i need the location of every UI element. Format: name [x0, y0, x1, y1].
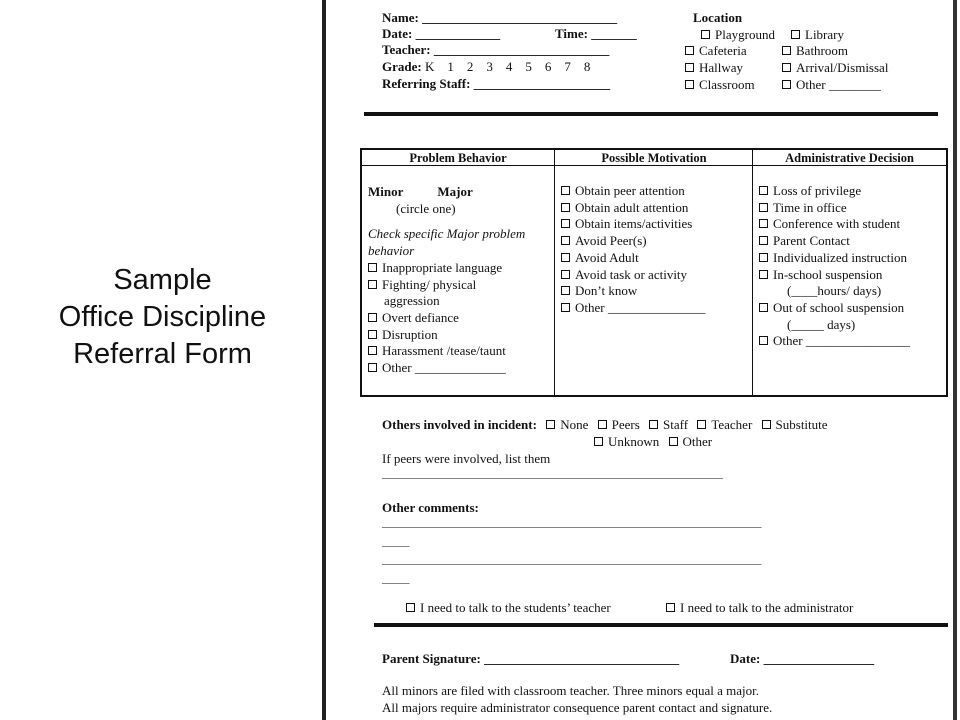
location-bathroom: Bathroom	[782, 43, 848, 58]
checkbox-icon	[368, 346, 377, 355]
motivation-item: Obtain items/activities	[561, 216, 705, 233]
problem-item-harassment: Harassment /tease/taunt	[368, 343, 525, 360]
talk-to-teacher-option: I need to talk to the students’ teacher	[406, 600, 611, 615]
checkbox-icon	[759, 303, 768, 312]
others-option: Peers	[611, 417, 640, 432]
others-option: None	[560, 417, 589, 432]
checkbox-icon	[594, 437, 603, 446]
problem-item-fighting: Fighting/ physical	[368, 277, 525, 294]
check-specific-note-2: behavior	[368, 243, 415, 259]
checkbox-icon	[561, 236, 570, 245]
decision-item: Time in office	[759, 200, 910, 217]
checkbox-icon	[368, 280, 377, 289]
others-involved-row-2	[594, 434, 712, 449]
location-hallway: Hallway	[685, 60, 743, 75]
name-field: Name: ______________________________	[382, 10, 618, 25]
parent-signature-field: Parent Signature: ______________________________	[382, 651, 680, 666]
checkbox-icon	[561, 186, 570, 195]
checkbox-icon	[561, 219, 570, 228]
checkbox-icon	[685, 46, 694, 55]
signature-divider	[374, 623, 948, 627]
minor-label: Minor	[368, 184, 404, 199]
other-comments-label: Other comments:	[382, 500, 479, 515]
decision-item: Other ________________	[759, 333, 910, 350]
checkbox-icon	[368, 313, 377, 322]
location-title: Location	[693, 10, 743, 25]
slide-title	[0, 262, 325, 373]
motivation-item: Obtain adult attention	[561, 200, 705, 217]
header-problem-behavior: Problem Behavior	[409, 151, 507, 165]
location-library: Library	[791, 27, 844, 42]
location-cafeteria: Cafeteria	[685, 43, 747, 58]
checkbox-icon	[759, 270, 768, 279]
checkbox-icon	[561, 270, 570, 279]
others-option: Substitute	[775, 417, 828, 432]
checkbox-icon	[759, 203, 768, 212]
motivation-item: Avoid Adult	[561, 250, 705, 267]
others-option: Staff	[663, 417, 689, 432]
problem-item-other: Other ______________	[368, 360, 525, 377]
checkbox-icon	[782, 80, 791, 89]
location-playground: Playground	[701, 27, 775, 42]
checkbox-icon	[561, 286, 570, 295]
time-field: Time: _______	[555, 26, 637, 41]
problem-behavior-cell	[368, 184, 525, 377]
slide-title-line-1: Sample	[113, 264, 212, 296]
grade-values: K 1 2 3 4 5 6 7 8	[424, 59, 591, 74]
comment-line: _____	[382, 573, 410, 585]
motivation-item: Avoid task or activity	[561, 267, 705, 284]
checkbox-icon	[368, 263, 377, 272]
checkbox-icon	[782, 63, 791, 72]
problem-item-language: Inappropriate language	[368, 260, 525, 277]
decision-item-note: (_____ days)	[787, 316, 856, 332]
checkbox-icon	[701, 30, 710, 39]
possible-motivation-cell	[561, 183, 705, 317]
scan-right-edge	[953, 0, 957, 720]
checkbox-icon	[561, 303, 570, 312]
others-involved-row	[382, 417, 828, 432]
checkbox-icon	[406, 603, 415, 612]
checkbox-icon	[762, 420, 771, 429]
others-option: Other	[682, 434, 713, 449]
checkbox-icon	[791, 30, 800, 39]
header-administrative-decision: Administrative Decision	[785, 151, 914, 165]
slide-title-line-3: Referral Form	[73, 338, 252, 370]
location-arrival-dismissal: Arrival/Dismissal	[782, 60, 888, 75]
footer-note-2: All majors require administrator consequence parent contact and signature.	[382, 700, 773, 715]
others-option: Teacher	[711, 417, 753, 432]
scan-left-edge	[322, 0, 326, 720]
referring-staff-field: Referring Staff: _____________________	[382, 76, 611, 91]
motivation-item: Obtain peer attention	[561, 183, 705, 200]
checkbox-icon	[561, 203, 570, 212]
motivation-item: Avoid Peer(s)	[561, 233, 705, 250]
location-classroom: Classroom	[685, 77, 755, 92]
decision-item: Out of school suspension	[759, 300, 910, 317]
behavior-table	[360, 148, 948, 397]
major-label: Major	[437, 184, 473, 199]
checkbox-icon	[546, 420, 555, 429]
comment-line: _____________________________________________________________________	[382, 517, 762, 529]
others-involved-label: Others involved in incident:	[382, 417, 537, 432]
peers-list-label: If peers were involved, list them	[382, 451, 551, 466]
date-field: Date: _____________	[382, 26, 501, 41]
grade-label: Grade:	[382, 59, 422, 74]
talk-to-administrator-option: I need to talk to the administrator	[666, 600, 853, 615]
table-header-rule	[362, 165, 946, 166]
teacher-field: Teacher: ___________________________	[382, 42, 610, 57]
decision-item: Parent Contact	[759, 233, 910, 250]
problem-item-defiance: Overt defiance	[368, 310, 525, 327]
header-possible-motivation: Possible Motivation	[601, 151, 707, 165]
checkbox-icon	[368, 363, 377, 372]
decision-item-note: (____hours/ days)	[787, 283, 882, 299]
checkbox-icon	[685, 80, 694, 89]
checkbox-icon	[759, 219, 768, 228]
administrative-decision-cell	[759, 183, 910, 350]
decision-item: Conference with student	[759, 216, 910, 233]
checkbox-icon	[759, 253, 768, 262]
problem-item-fighting-cont: aggression	[384, 293, 440, 309]
checkbox-icon	[598, 420, 607, 429]
grade-field	[382, 59, 590, 74]
circle-one-note: (circle one)	[396, 200, 456, 216]
checkbox-icon	[561, 253, 570, 262]
footer-note-1: All minors are filed with classroom teacher. Three minors equal a major.	[382, 683, 760, 698]
signature-date-field: Date: _________________	[730, 651, 875, 666]
checkbox-icon	[669, 437, 678, 446]
decision-item: In-school suspension	[759, 267, 910, 284]
referral-form-scan	[322, 0, 960, 720]
checkbox-icon	[685, 63, 694, 72]
checkbox-icon	[697, 420, 706, 429]
peers-list-line: ______________________________________________________________	[382, 468, 723, 480]
location-other: Other ________	[782, 77, 881, 92]
checkbox-icon	[649, 420, 658, 429]
comment-line: _____	[382, 536, 410, 548]
others-option: Unknown	[608, 434, 660, 449]
problem-item-disruption: Disruption	[368, 327, 525, 344]
checkbox-icon	[759, 186, 768, 195]
comment-line: _____________________________________________________________________	[382, 554, 762, 566]
checkbox-icon	[782, 46, 791, 55]
check-specific-note: Check specific Major problem	[368, 226, 526, 242]
slide-title-line-2: Office Discipline	[58, 301, 267, 333]
checkbox-icon	[368, 330, 377, 339]
decision-item: Individualized instruction	[759, 250, 910, 267]
checkbox-icon	[759, 236, 768, 245]
checkbox-icon	[759, 336, 768, 345]
motivation-item: Don’t know	[561, 283, 705, 300]
motivation-item: Other _______________	[561, 300, 705, 317]
header-divider	[364, 112, 938, 116]
decision-item: Loss of privilege	[759, 183, 910, 200]
checkbox-icon	[666, 603, 675, 612]
